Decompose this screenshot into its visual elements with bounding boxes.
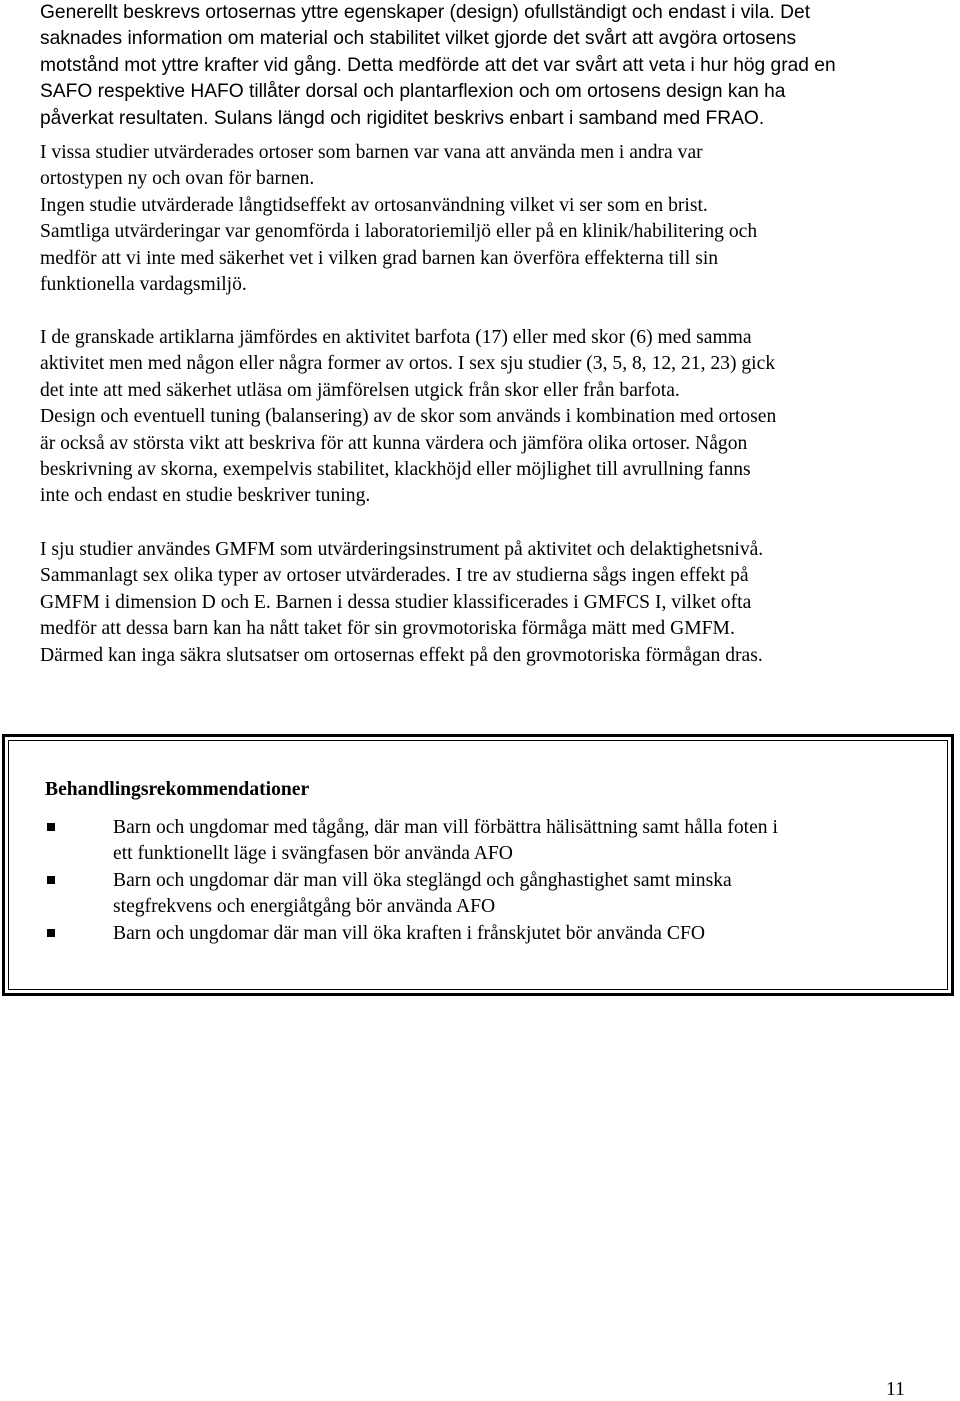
recommendation-item: [45, 815, 905, 868]
recommendation-item: [45, 868, 905, 921]
paragraph-line: inte och endast en studie beskriver tuning.: [40, 485, 371, 507]
paragraph-line: medför att dessa barn kan ha nått taket för sin grovmotoriska förmåga mätt med GMFM.: [40, 618, 735, 640]
paragraph-line: Samtliga utvärderingar var genomförda i laboratoriemiljö eller på en klinik/habilitering och: [40, 221, 758, 243]
paragraph-4: [40, 537, 763, 669]
recommendations-box: [2, 734, 954, 996]
paragraph-line: aktivitet men med någon eller några former av ortos. I sex sju studier (3, 5, 8, 12, 21, 23) gick: [40, 353, 776, 375]
recommendation-line: stegfrekvens och energiåtgång bör använda AFO: [113, 896, 496, 918]
paragraph-line: I de granskade artiklarna jämfördes en aktivitet barfota (17) eller med skor (6) med samma: [40, 327, 752, 348]
paragraph-line: det inte att med säkerhet utläsa om jämförelsen utgick från skor eller från barfota.: [40, 379, 680, 401]
paragraph-line: I vissa studier utvärderades ortoser som barnen var vana att använda men i andra var: [40, 142, 703, 163]
paragraph-line: SAFO respektive HAFO tillåter dorsal och plantarflexion och om ortosens design kan ha: [40, 81, 786, 103]
square-bullet-icon: [47, 929, 55, 937]
recommendations-inner-border: [8, 740, 948, 990]
paragraph-line: saknades information om material och stabilitet vilket gjorde det svårt att avgöra ortosens: [40, 28, 797, 50]
recommendation-line: Barn och ungdomar med tågång, där man vill förbättra hälisättning samt hålla foten i: [113, 817, 778, 838]
paragraph-line: ortostypen ny och ovan för barnen.: [40, 168, 315, 190]
paragraph-3: [40, 325, 776, 510]
recommendation-line: ett funktionellt läge i svängfasen bör använda AFO: [113, 843, 513, 865]
recommendations-list: [45, 815, 905, 947]
paragraph-line: Ingen studie utvärderade långtidseffekt av ortosanvändning vilket vi ser som en brist.: [40, 194, 708, 216]
page-number: 11: [886, 1379, 905, 1400]
recommendations-title: Behandlingsrekommendationer: [45, 779, 310, 800]
paragraph-2: [40, 140, 757, 298]
recommendation-line: Barn och ungdomar där man vill öka kraften i frånskjutet bör använda CFO: [113, 922, 706, 944]
paragraph-line: Generellt beskrevs ortosernas yttre egenskaper (design) ofullständigt och endast i vila. Det: [40, 2, 811, 23]
paragraph-line: funktionella vardagsmiljö.: [40, 274, 247, 296]
paragraph-line: I sju studier användes GMFM som utvärderingsinstrument på aktivitet och delaktighetsnivå.: [40, 539, 764, 560]
paragraph-line: motstånd mot yttre krafter vid gång. Detta medförde att det var svårt att veta i hur hög grad en: [40, 54, 836, 76]
paragraph-line: Därmed kan inga säkra slutsatser om ortosernas effekt på den grovmotoriska förmågan dras.: [40, 644, 763, 666]
recommendation-line: Barn och ungdomar där man vill öka steglängd och gånghastighet samt minska: [113, 869, 732, 891]
paragraph-line: Design och eventuell tuning (balansering) av de skor som används i kombination med ortosen: [40, 406, 777, 428]
paragraph-line: medför att vi inte med säkerhet vet i vilken grad barnen kan överföra effekterna till sin: [40, 247, 719, 269]
square-bullet-icon: [47, 823, 55, 831]
paragraph-line: påverkat resultaten. Sulans längd och rigiditet beskrivs enbart i samband med FRAO.: [40, 107, 765, 129]
paragraph-line: Sammanlagt sex olika typer av ortoser utvärderades. I tre av studierna sågs ingen effekt på: [40, 565, 749, 587]
paragraph-line: är också av största vikt att beskriva för att kunna värdera och jämföra olika ortoser. Någon: [40, 432, 748, 454]
square-bullet-icon: [47, 876, 55, 884]
paragraph-1: [40, 0, 836, 132]
paragraph-line: GMFM i dimension D och E. Barnen i dessa studier klassificerades i GMFCS I, vilket ofta: [40, 591, 752, 613]
paragraph-line: beskrivning av skorna, exempelvis stabilitet, klackhöjd eller möjlighet till avrullning fanns: [40, 459, 751, 481]
recommendation-item: [45, 921, 905, 947]
